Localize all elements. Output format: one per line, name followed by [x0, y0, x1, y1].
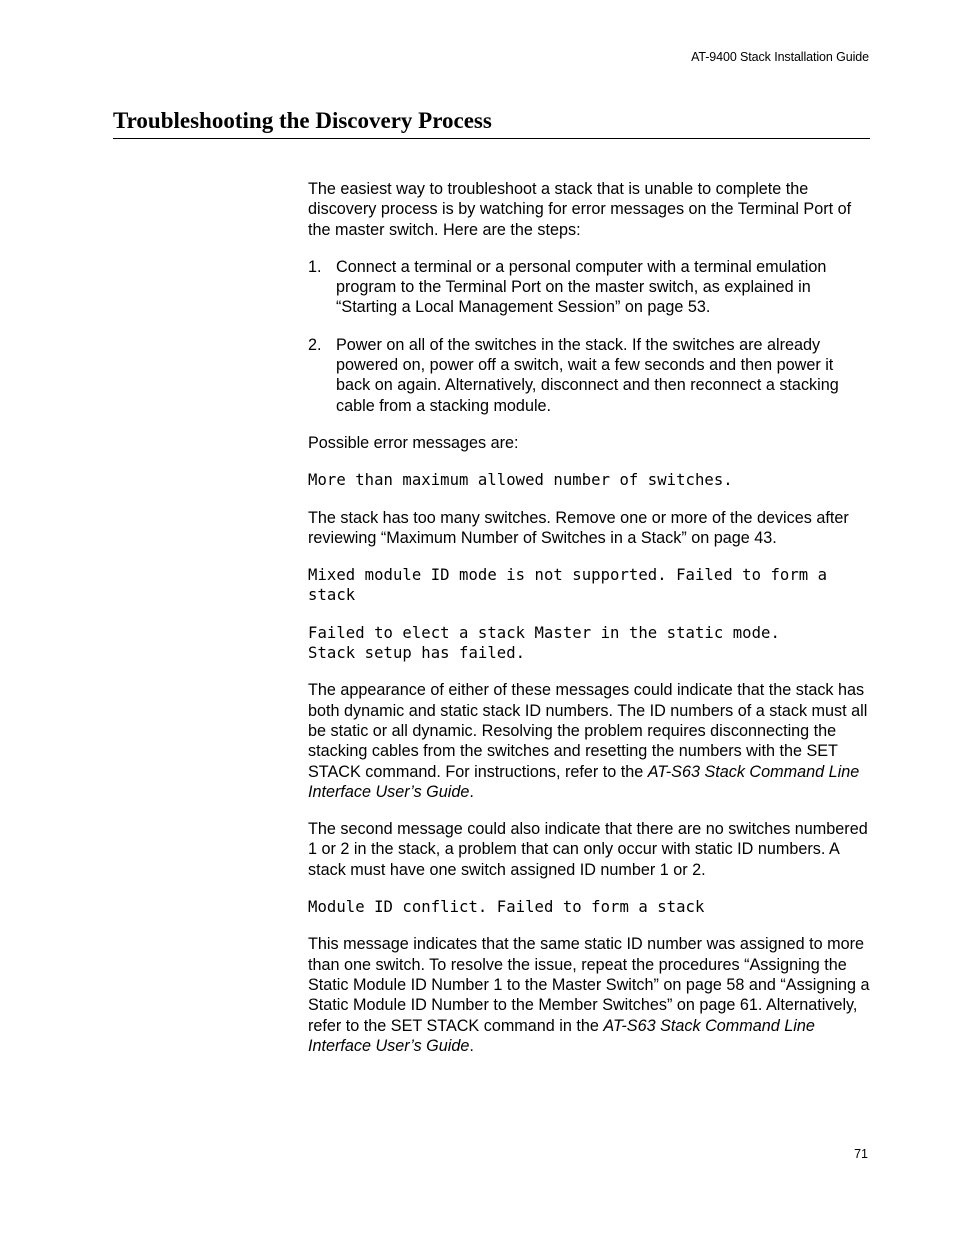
step-number: 2. — [308, 335, 322, 354]
error-explanation: The stack has too many switches. Remove one or more of the devices after reviewing “Maximum Number of Switches in a Stack” on page 43. — [308, 508, 849, 547]
main-content — [308, 179, 870, 1073]
error-message-code: More than maximum allowed number of switches. — [308, 471, 733, 490]
step-item — [308, 257, 870, 318]
guide-reference: AT-S63 Stack Command Line Interface User’s Guide — [308, 762, 860, 801]
step-text: Connect a terminal or a personal computer with a terminal emulation program to the Terminal Port on the master switch, as explained in “Starting a Local Management Session” on page 53. — [336, 257, 827, 317]
error-message-code — [308, 623, 870, 664]
steps-list — [308, 257, 870, 416]
error-explanation — [308, 934, 870, 1056]
section-title: Troubleshooting the Discovery Process — [113, 108, 870, 139]
error-message-code: Module ID conflict. Failed to form a stack — [308, 898, 705, 917]
step-text: Power on all of the switches in the stack. If the switches are already powered on, power off a switch, wait a few seconds and then power it back on again. Alternatively, disconnect and then reconnect a stacking cable from a stacking module. — [336, 335, 839, 415]
error-message-code: Mixed module ID mode is not supported. Failed to form a stack — [308, 566, 828, 605]
explanation-text: . — [469, 782, 474, 801]
explanation-text: The appearance of either of these messages could indicate that the stack has both dynamic and static stack ID numbers. The ID numbers of a stack must all be static or all dynamic. Resolving the problem requires disconnecting the stacking cables from the switches and resetting the numbers with the SET STACK command. For instructions, refer to the — [308, 681, 868, 781]
explanation-text: . — [469, 1036, 474, 1055]
code-line: Stack setup has failed. — [308, 644, 526, 663]
intro-paragraph: The easiest way to troubleshoot a stack that is unable to complete the discovery process is by watching for error messages on the Terminal Port of the master switch. Here are the steps: — [308, 180, 852, 239]
step-number: 1. — [308, 257, 322, 276]
code-line: Failed to elect a stack Master in the static mode. — [308, 623, 780, 642]
error-explanation — [308, 680, 870, 802]
page-number: 71 — [854, 1147, 868, 1161]
guide-reference: AT-S63 Stack Command Line Interface User’s Guide — [308, 1016, 815, 1055]
running-header: AT-9400 Stack Installation Guide — [691, 50, 869, 64]
possible-errors-label: Possible error messages are: — [308, 433, 519, 452]
explanation-text: This message indicates that the same static ID number was assigned to more than one switch. To resolve the issue, repeat the procedures “Assigning the Static Module ID Number 1 to the Master Switch” on page 58 and “Assigning a Static Module ID Number to the Member Switches” on page 61. Alternatively, refer to the SET STACK command in the — [308, 935, 870, 1035]
step-item — [308, 335, 870, 416]
second-message-note: The second message could also indicate that there are no switches numbered 1 or 2 in the stack, a problem that can only occur with static ID numbers. A stack must have one switch assigned ID number 1 or 2. — [308, 820, 868, 879]
